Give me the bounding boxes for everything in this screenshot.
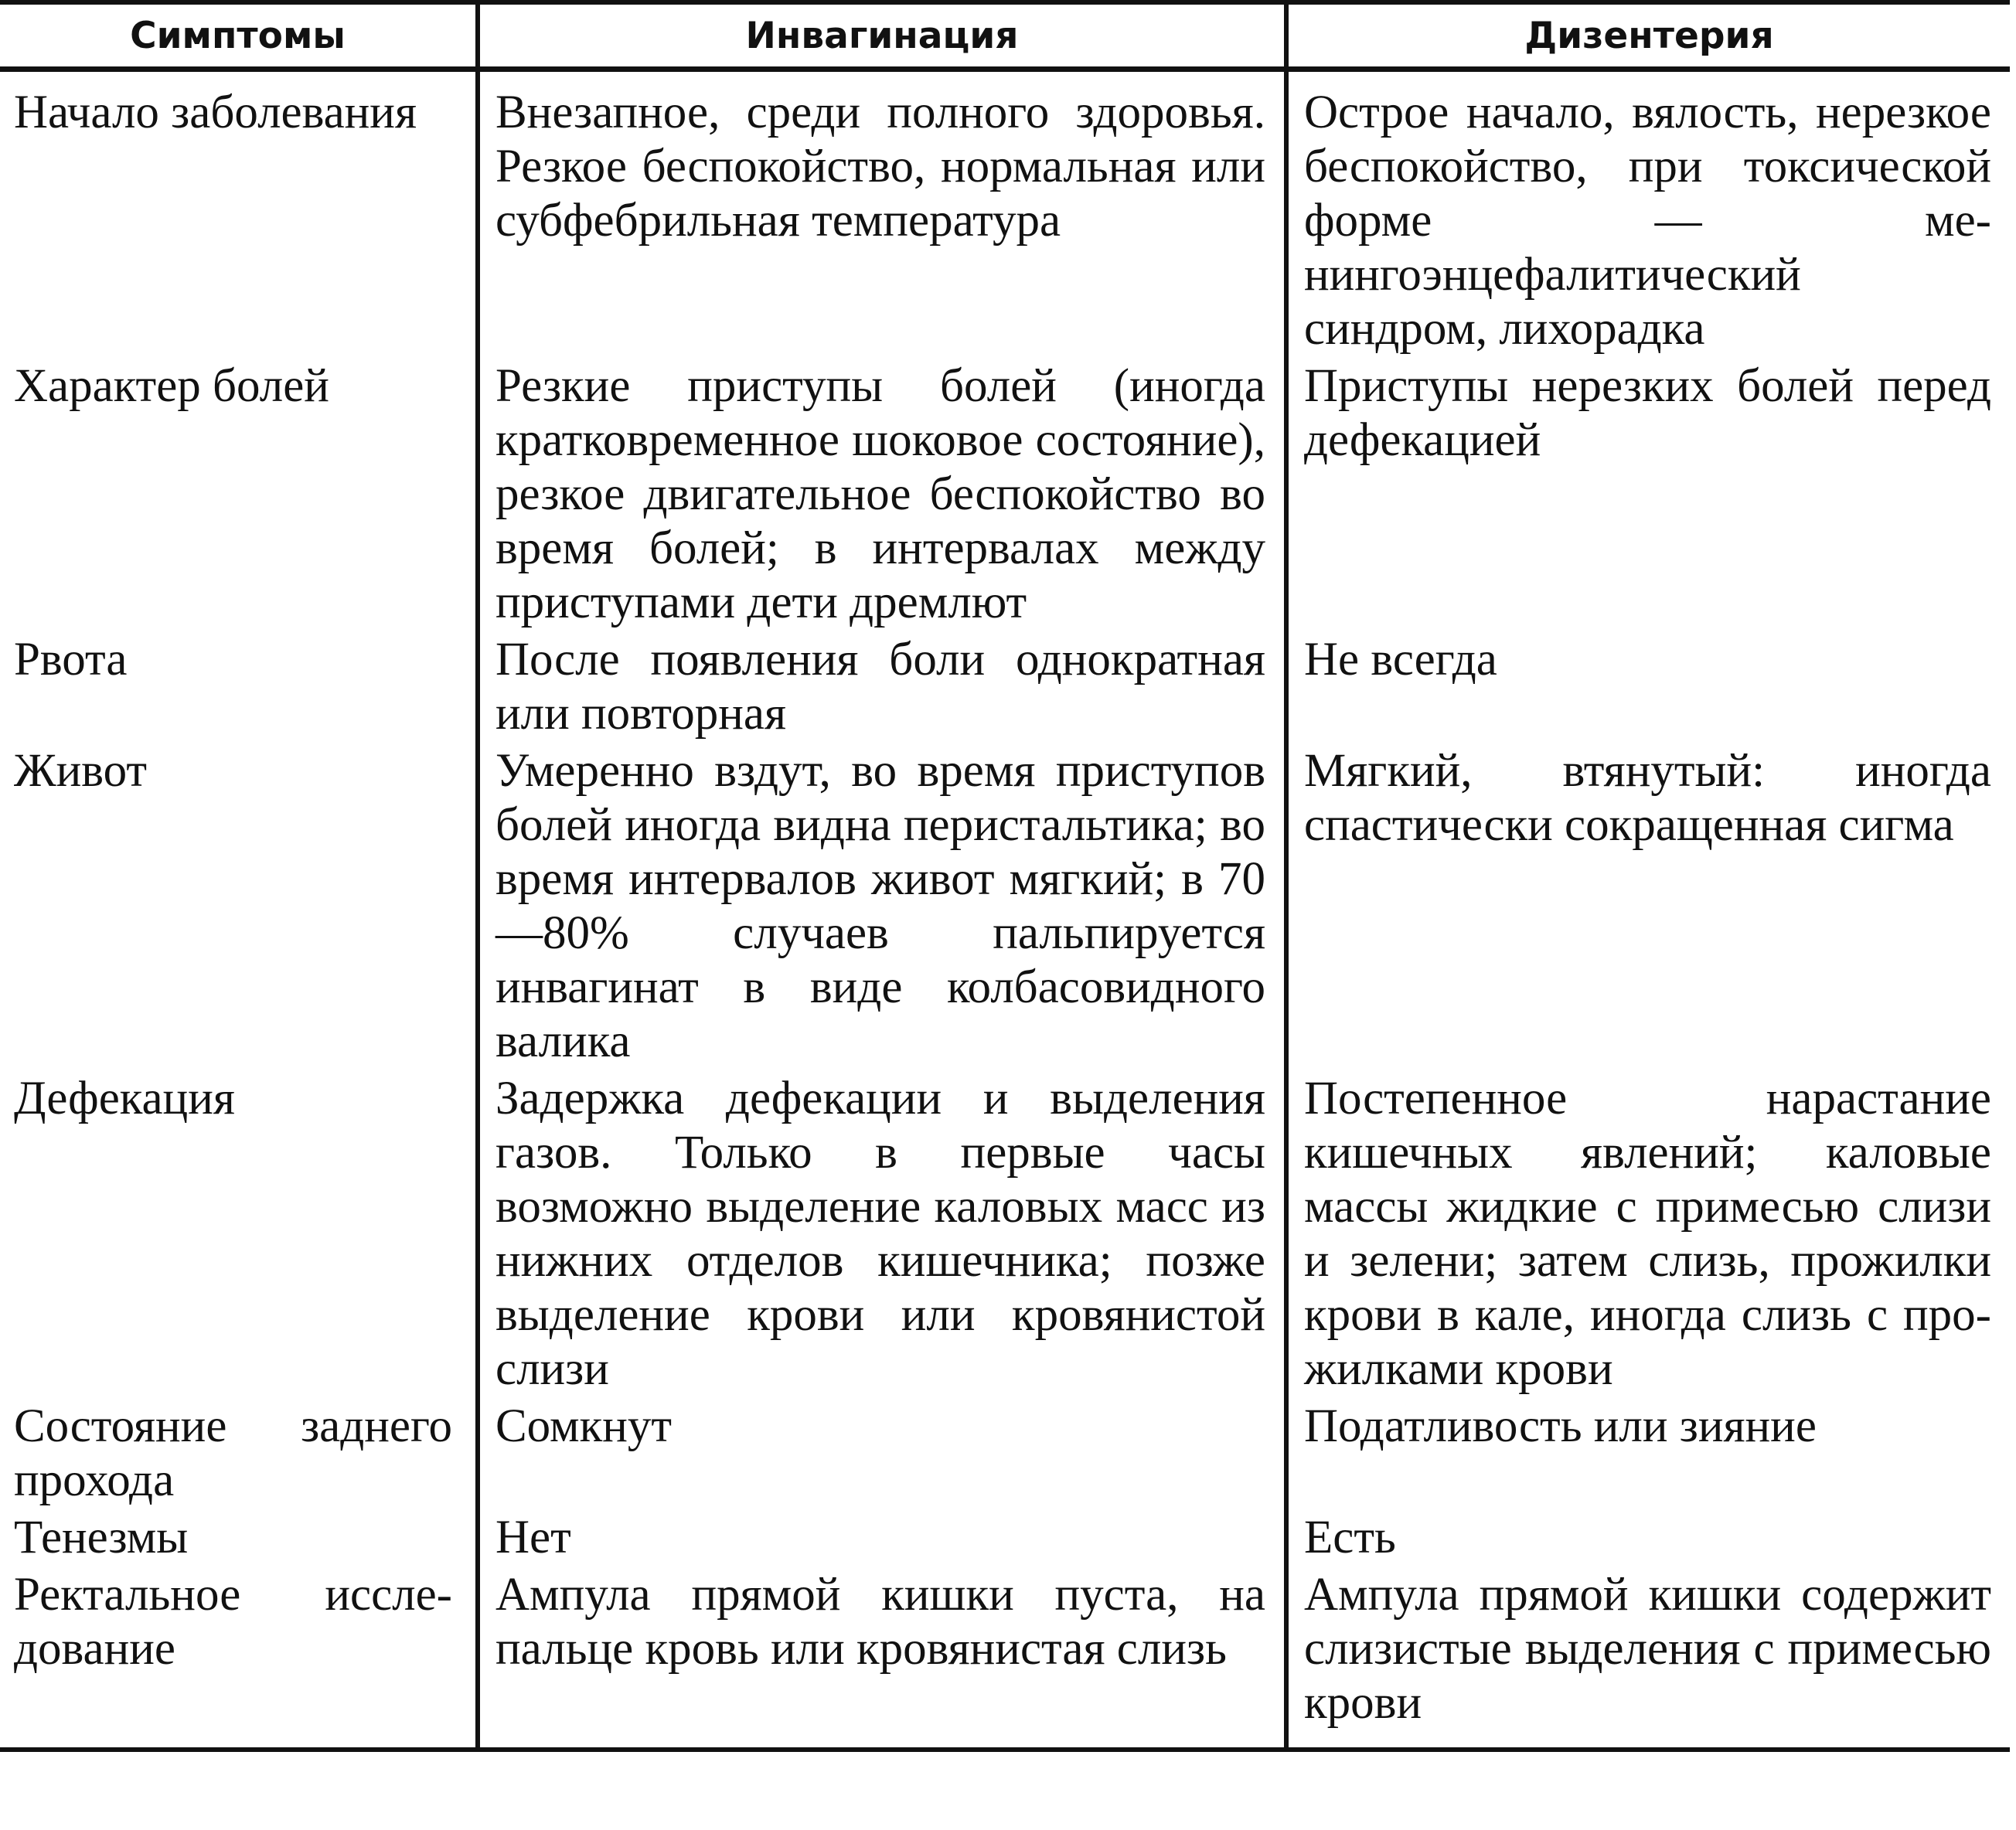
table-row xyxy=(0,1396,2010,1508)
dysentery-cell: Есть xyxy=(1286,1508,2010,1565)
invagination-cell: Сомкнут xyxy=(478,1396,1286,1508)
dysentery-cell: Мягкий, втянутый: иногда спастически сокращенная сигма xyxy=(1286,741,2010,1069)
table-row xyxy=(0,1069,2010,1396)
symptom-cell: Характер болей xyxy=(14,360,329,412)
table-row xyxy=(0,70,2010,357)
invagination-cell: Внезапное, среди полного здоровья. Резкое беспокойство, нормальная или субфебрильная температура xyxy=(478,70,1286,357)
header-invagination: Инвагинация xyxy=(478,2,1286,70)
table-row xyxy=(0,630,2010,741)
dysentery-cell: Не всегда xyxy=(1286,630,2010,741)
invagination-cell: Ампула прямой кишки пуста, на пальце кровь или кровянистая слизь xyxy=(478,1565,1286,1750)
header-symptoms: Симптомы xyxy=(0,2,478,70)
dysentery-cell: Приступы нерезких болей перед дефекацией xyxy=(1286,356,2010,630)
invagination-cell: Резкие приступы болей (иногда кратковременное шоковое состояние), резкое двигательное беспокойство во время болей; в интервалах между приступами дети дремлют xyxy=(478,356,1286,630)
header-row xyxy=(0,2,2010,70)
dysentery-cell: Ампула прямой кишки содержит слизистые выделения с примесью крови xyxy=(1286,1565,2010,1750)
dysentery-cell: Податливость или зияние xyxy=(1286,1396,2010,1508)
header-dysentery: Дизентерия xyxy=(1286,2,2010,70)
dysentery-cell: Острое начало, вялость, нерезкое беспокойство, при токсической форме — менингоэнцефалитический синдром, лихорадка xyxy=(1286,70,2010,357)
table-row xyxy=(0,1565,2010,1750)
symptom-cell: Состояние заднего прохода xyxy=(14,1400,452,1506)
table-row xyxy=(0,1508,2010,1565)
symptom-cell: Ректальное исследование xyxy=(0,1565,478,1750)
table-row xyxy=(0,356,2010,630)
symptom-cell: Дефекация xyxy=(14,1073,235,1124)
invagination-cell: Умеренно вздут, во время приступов болей иногда видна перистальтика; во время интервалов живот мягкий; в 70—80% случаев пальпируется инвагинат в виде колбасовидного валика xyxy=(478,741,1286,1069)
invagination-cell: Задержка дефекации и выделения газов. Только в первые часы возможно выделение каловых масс из нижних отделов кишечника; позже выделение крови или кровянистой слизи xyxy=(478,1069,1286,1396)
symptom-cell: Рвота xyxy=(14,634,128,685)
invagination-cell: После появления боли однократная или повторная xyxy=(478,630,1286,741)
dysentery-cell: Постепенное нарастание кишечных явлений; каловые массы жидкие с примесью слизи и зелени; затем слизь, прожилки крови в кале, иногда слизь с прожилками крови xyxy=(1286,1069,2010,1396)
symptom-cell: Тенезмы xyxy=(14,1512,189,1563)
table-row xyxy=(0,741,2010,1069)
invagination-cell: Нет xyxy=(478,1508,1286,1565)
symptom-cell: Начало заболевания xyxy=(14,87,417,138)
symptom-cell: Живот xyxy=(14,745,148,797)
